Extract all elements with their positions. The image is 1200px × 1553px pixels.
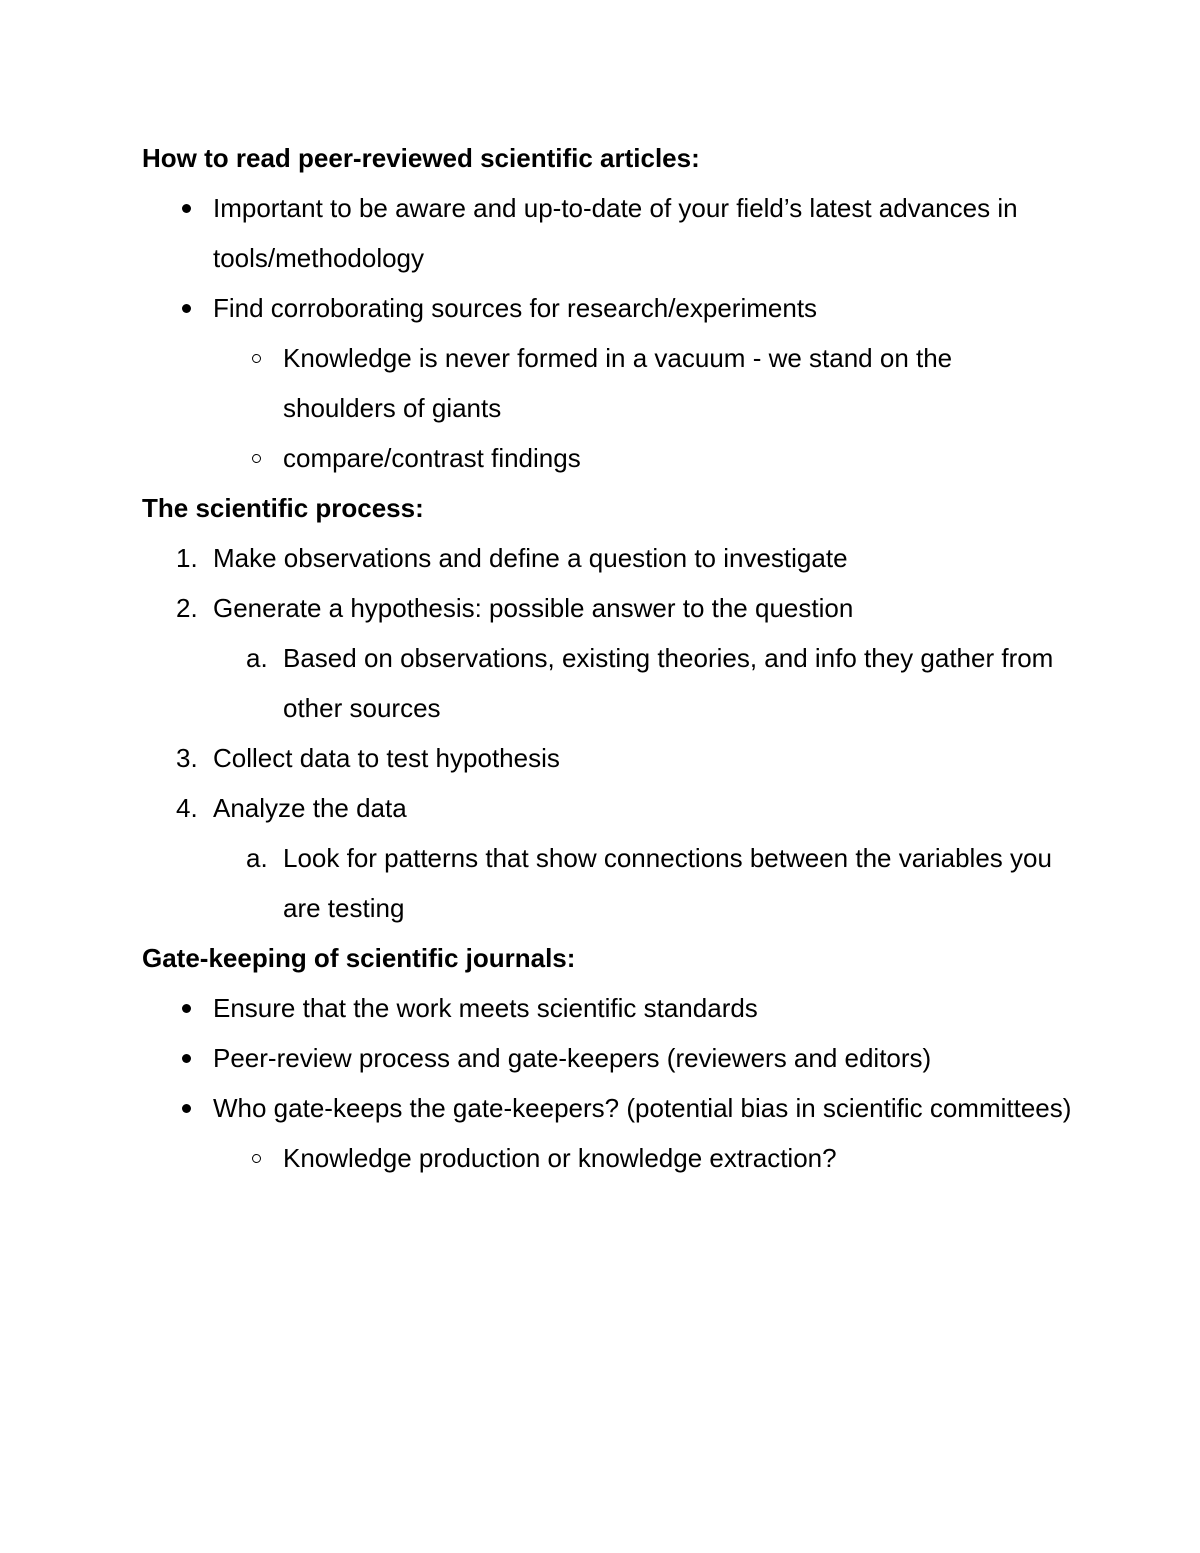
bullet-circle-icon	[246, 433, 276, 483]
list-item-text: Important to be aware and up-to-date of your field’s latest advances in tools/methodology	[213, 193, 1018, 273]
list-letter: a.	[246, 643, 268, 673]
list-item-text: Look for patterns that show connections between the variables you are testing	[283, 843, 1052, 923]
bullet-disc-icon	[172, 283, 202, 333]
list-item-text: Make observations and define a question to investigate	[213, 543, 848, 573]
list-item	[142, 1033, 1072, 1083]
bullet-disc-icon	[172, 1083, 202, 1133]
list-item-text: Collect data to test hypothesis	[213, 743, 560, 773]
list-number: 3.	[176, 743, 198, 773]
list-item-text: Based on observations, existing theories, and info they gather from other sources	[283, 643, 1054, 723]
list-item	[142, 783, 1072, 833]
list-item	[142, 183, 1072, 283]
list-item-text: Ensure that the work meets scientific standards	[213, 993, 758, 1023]
bullet-disc-icon	[172, 1033, 202, 1083]
list-item-text: Peer-review process and gate-keepers (reviewers and editors)	[213, 1043, 932, 1073]
bullet-circle-icon	[246, 1133, 276, 1183]
bullet-disc-icon	[172, 183, 202, 233]
list-item	[142, 533, 1072, 583]
list-number: 2.	[176, 593, 198, 623]
list-item-text: compare/contrast findings	[283, 443, 581, 473]
bullet-disc-icon	[172, 983, 202, 1033]
bullet-circle-icon	[246, 333, 276, 383]
list-item	[142, 433, 1072, 483]
list-item-text: Find corroborating sources for research/experiments	[213, 293, 818, 323]
section-heading-scientific-process: The scientific process:	[142, 493, 424, 523]
list-number: 1.	[176, 543, 198, 573]
section-heading-reading-articles: How to read peer-reviewed scientific articles:	[142, 143, 700, 173]
section-heading-gate-keeping: Gate-keeping of scientific journals:	[142, 943, 576, 973]
list-item	[142, 983, 1072, 1033]
list-item-text: Analyze the data	[213, 793, 407, 823]
list-item-text: Knowledge is never formed in a vacuum - we stand on the shoulders of giants	[283, 343, 953, 423]
list-letter: a.	[246, 843, 268, 873]
list-item	[142, 283, 1072, 333]
document-page	[142, 133, 1072, 1183]
list-item	[142, 1133, 1072, 1183]
list-item	[142, 333, 1072, 433]
list-item	[142, 833, 1072, 933]
list-item-text: Knowledge production or knowledge extraction?	[283, 1143, 837, 1173]
list-item	[142, 1083, 1072, 1133]
list-item	[142, 733, 1072, 783]
list-item-text: Generate a hypothesis: possible answer to the question	[213, 593, 854, 623]
list-item-text: Who gate-keeps the gate-keepers? (potential bias in scientific committees)	[213, 1093, 1072, 1123]
list-number: 4.	[176, 793, 198, 823]
list-item	[142, 583, 1072, 633]
list-item	[142, 633, 1072, 733]
